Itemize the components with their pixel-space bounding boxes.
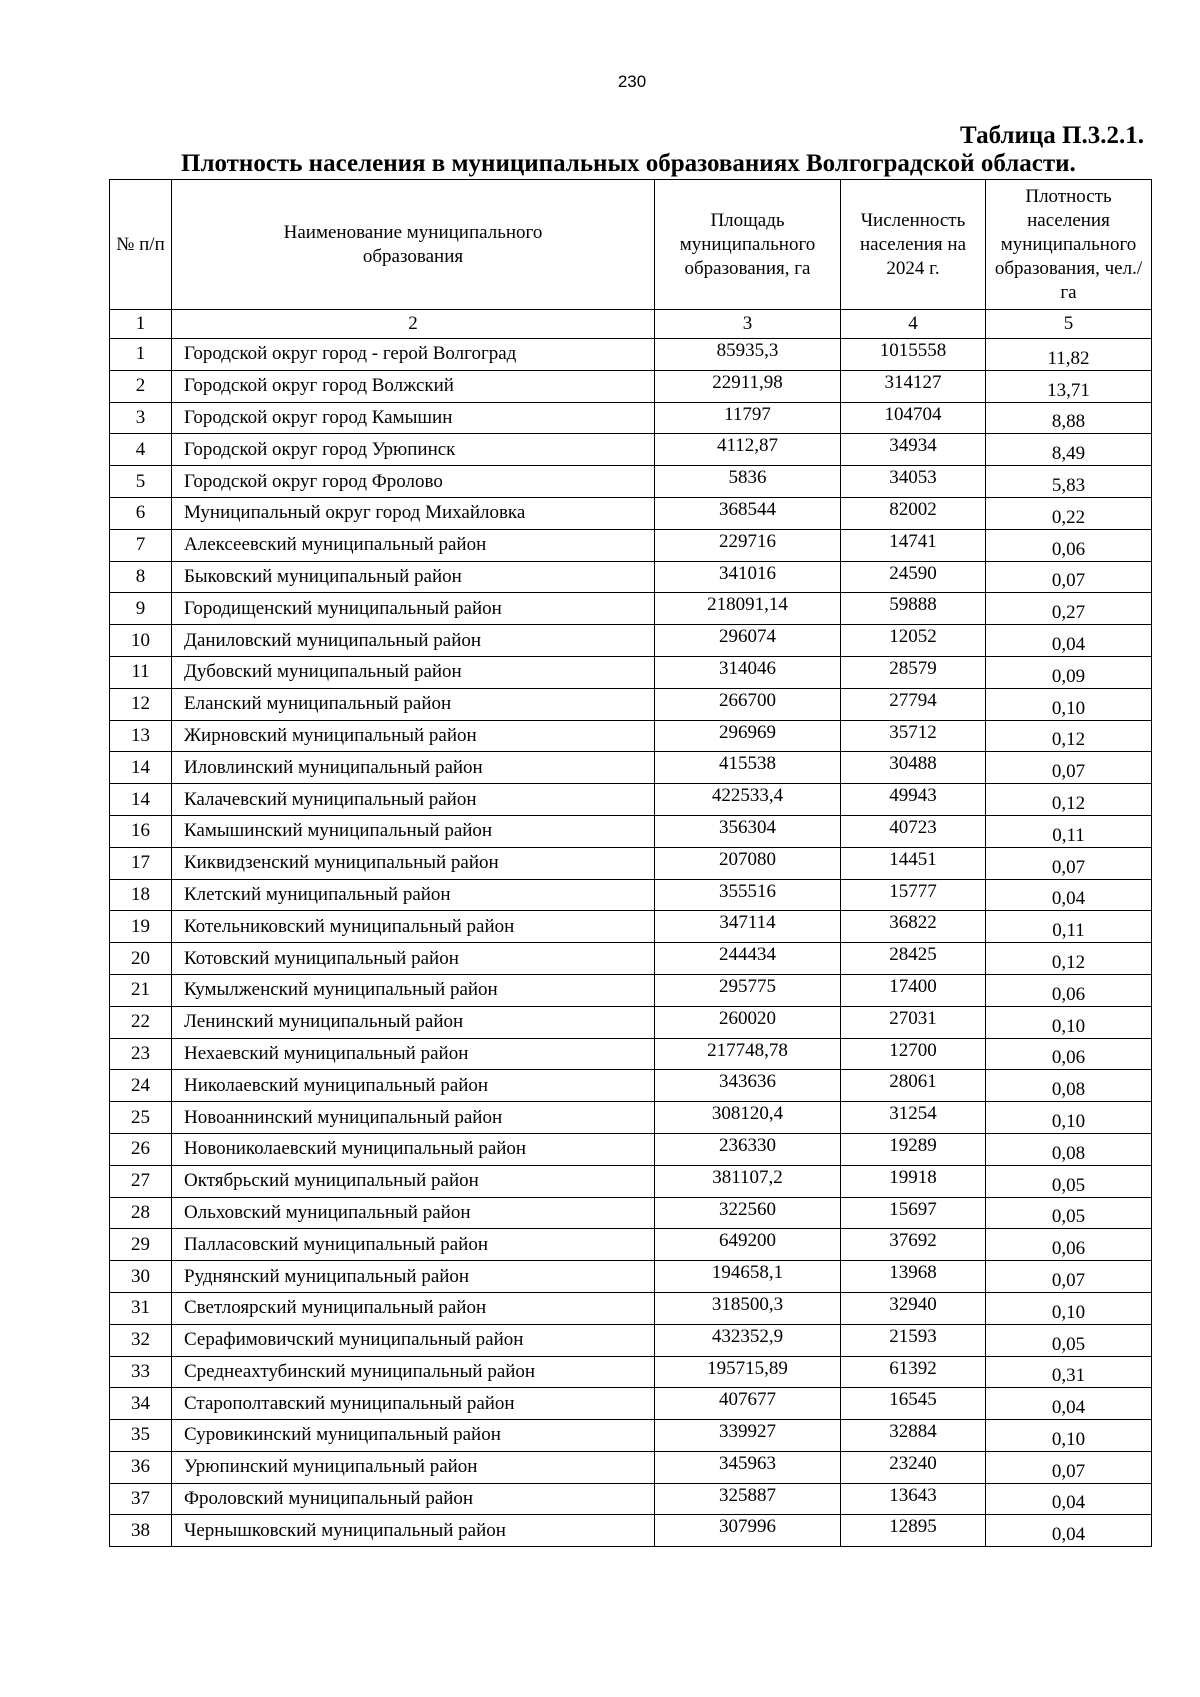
- area-cell: 432352,9: [655, 1324, 841, 1356]
- density-cell: 0,06: [986, 1038, 1152, 1070]
- table-row: [110, 784, 1152, 816]
- column-number: 1: [110, 310, 172, 339]
- row-number-cell: 36: [110, 1451, 172, 1483]
- population-cell: 14451: [841, 847, 986, 879]
- density-cell: 0,06: [986, 974, 1152, 1006]
- row-number-cell: 24: [110, 1070, 172, 1102]
- row-number-cell: 21: [110, 974, 172, 1006]
- density-cell: 0,07: [986, 1451, 1152, 1483]
- row-number-cell: 34: [110, 1388, 172, 1420]
- density-cell: 0,12: [986, 784, 1152, 816]
- density-cell: 0,22: [986, 497, 1152, 529]
- area-cell: 11797: [655, 402, 841, 434]
- area-cell: 295775: [655, 974, 841, 1006]
- row-number-cell: 13: [110, 720, 172, 752]
- header-area: Площадь муниципального образования, га: [655, 180, 841, 310]
- municipality-name-cell: Новониколаевский муниципальный район: [172, 1133, 655, 1165]
- area-cell: 407677: [655, 1388, 841, 1420]
- population-cell: 13643: [841, 1483, 986, 1515]
- table-row: [110, 1515, 1152, 1547]
- municipality-name-cell: Нехаевский муниципальный район: [172, 1038, 655, 1070]
- row-number-cell: 27: [110, 1165, 172, 1197]
- table-row: [110, 370, 1152, 402]
- population-cell: 32940: [841, 1292, 986, 1324]
- area-cell: 260020: [655, 1006, 841, 1038]
- row-number-cell: 5: [110, 466, 172, 498]
- population-cell: 21593: [841, 1324, 986, 1356]
- population-cell: 34934: [841, 434, 986, 466]
- area-cell: 244434: [655, 943, 841, 975]
- row-number-cell: 20: [110, 943, 172, 975]
- area-cell: 296969: [655, 720, 841, 752]
- area-cell: 355516: [655, 879, 841, 911]
- column-number: 4: [841, 310, 986, 339]
- density-cell: 0,10: [986, 1420, 1152, 1452]
- table-row: [110, 911, 1152, 943]
- municipality-name-cell: Октябрьский муниципальный район: [172, 1165, 655, 1197]
- area-cell: 85935,3: [655, 339, 841, 371]
- header-num: № п/п: [110, 180, 172, 310]
- municipality-name-cell: Палласовский муниципальный район: [172, 1229, 655, 1261]
- municipality-name-cell: Даниловский муниципальный район: [172, 625, 655, 657]
- area-cell: 341016: [655, 561, 841, 593]
- density-cell: 0,07: [986, 752, 1152, 784]
- population-cell: 104704: [841, 402, 986, 434]
- population-cell: 49943: [841, 784, 986, 816]
- area-cell: 422533,4: [655, 784, 841, 816]
- table-row: [110, 1038, 1152, 1070]
- population-cell: 23240: [841, 1451, 986, 1483]
- density-cell: 0,04: [986, 879, 1152, 911]
- table-row: [110, 1006, 1152, 1038]
- density-cell: 0,04: [986, 1515, 1152, 1547]
- area-cell: 4112,87: [655, 434, 841, 466]
- density-cell: 0,04: [986, 1388, 1152, 1420]
- area-cell: 347114: [655, 911, 841, 943]
- population-cell: 19289: [841, 1133, 986, 1165]
- table-row: [110, 339, 1152, 371]
- table-row: [110, 466, 1152, 498]
- row-number-cell: 30: [110, 1261, 172, 1293]
- table-row: [110, 688, 1152, 720]
- row-number-cell: 23: [110, 1038, 172, 1070]
- density-cell: 5,83: [986, 466, 1152, 498]
- municipality-name-cell: Муниципальный округ город Михайловка: [172, 497, 655, 529]
- population-cell: 17400: [841, 974, 986, 1006]
- table-row: [110, 529, 1152, 561]
- density-table: [109, 179, 1152, 1547]
- table-label: Таблица П.3.2.1.: [960, 122, 1144, 149]
- column-number: 3: [655, 310, 841, 339]
- row-number-cell: 14: [110, 784, 172, 816]
- population-cell: 31254: [841, 1102, 986, 1134]
- municipality-name-cell: Новоаннинский муниципальный район: [172, 1102, 655, 1134]
- area-cell: 236330: [655, 1133, 841, 1165]
- row-number-cell: 29: [110, 1229, 172, 1261]
- area-cell: 339927: [655, 1420, 841, 1452]
- row-number-cell: 19: [110, 911, 172, 943]
- density-cell: 0,04: [986, 1483, 1152, 1515]
- density-cell: 0,07: [986, 847, 1152, 879]
- population-cell: 314127: [841, 370, 986, 402]
- density-cell: 0,12: [986, 720, 1152, 752]
- area-cell: 368544: [655, 497, 841, 529]
- density-cell: 0,05: [986, 1165, 1152, 1197]
- population-cell: 28061: [841, 1070, 986, 1102]
- population-cell: 24590: [841, 561, 986, 593]
- area-cell: 218091,14: [655, 593, 841, 625]
- density-cell: 0,07: [986, 1261, 1152, 1293]
- density-cell: 0,31: [986, 1356, 1152, 1388]
- population-cell: 40723: [841, 815, 986, 847]
- municipality-name-cell: Урюпинский муниципальный район: [172, 1451, 655, 1483]
- municipality-name-cell: Среднеахтубинский муниципальный район: [172, 1356, 655, 1388]
- area-cell: 356304: [655, 815, 841, 847]
- density-cell: 0,10: [986, 1006, 1152, 1038]
- population-cell: 32884: [841, 1420, 986, 1452]
- header-row: [110, 180, 1152, 310]
- municipality-name-cell: Руднянский муниципальный район: [172, 1261, 655, 1293]
- population-cell: 12700: [841, 1038, 986, 1070]
- density-cell: 0,11: [986, 911, 1152, 943]
- table-row: [110, 879, 1152, 911]
- population-cell: 27794: [841, 688, 986, 720]
- table-row: [110, 720, 1152, 752]
- row-number-cell: 22: [110, 1006, 172, 1038]
- area-cell: 307996: [655, 1515, 841, 1547]
- table-row: [110, 1420, 1152, 1452]
- municipality-name-cell: Городской округ город - герой Волгоград: [172, 339, 655, 371]
- header-name: Наименование муниципального образования: [172, 180, 655, 310]
- row-number-cell: 33: [110, 1356, 172, 1388]
- table-row: [110, 1324, 1152, 1356]
- population-cell: 59888: [841, 593, 986, 625]
- area-cell: 5836: [655, 466, 841, 498]
- area-cell: 345963: [655, 1451, 841, 1483]
- row-number-cell: 12: [110, 688, 172, 720]
- header-density: Плотность населения муниципального образования, чел./га: [986, 180, 1152, 310]
- municipality-name-cell: Городской округ город Фролово: [172, 466, 655, 498]
- area-cell: 229716: [655, 529, 841, 561]
- density-cell: 0,05: [986, 1197, 1152, 1229]
- row-number-cell: 10: [110, 625, 172, 657]
- population-cell: 1015558: [841, 339, 986, 371]
- municipality-name-cell: Камышинский муниципальный район: [172, 815, 655, 847]
- population-cell: 19918: [841, 1165, 986, 1197]
- municipality-name-cell: Иловлинский муниципальный район: [172, 752, 655, 784]
- area-cell: 308120,4: [655, 1102, 841, 1134]
- table-row: [110, 625, 1152, 657]
- population-cell: 28425: [841, 943, 986, 975]
- density-cell: 0,05: [986, 1324, 1152, 1356]
- population-cell: 28579: [841, 656, 986, 688]
- table-row: [110, 1451, 1152, 1483]
- municipality-name-cell: Николаевский муниципальный район: [172, 1070, 655, 1102]
- municipality-name-cell: Ольховский муниципальный район: [172, 1197, 655, 1229]
- population-cell: 34053: [841, 466, 986, 498]
- table-row: [110, 1483, 1152, 1515]
- area-cell: 322560: [655, 1197, 841, 1229]
- area-cell: 296074: [655, 625, 841, 657]
- population-cell: 12895: [841, 1515, 986, 1547]
- municipality-name-cell: Серафимовичский муниципальный район: [172, 1324, 655, 1356]
- municipality-name-cell: Котельниковский муниципальный район: [172, 911, 655, 943]
- municipality-name-cell: Городищенский муниципальный район: [172, 593, 655, 625]
- row-number-cell: 6: [110, 497, 172, 529]
- municipality-name-cell: Жирновский муниципальный район: [172, 720, 655, 752]
- row-number-cell: 38: [110, 1515, 172, 1547]
- municipality-name-cell: Городской округ город Урюпинск: [172, 434, 655, 466]
- municipality-name-cell: Кумылженский муниципальный район: [172, 974, 655, 1006]
- density-cell: 0,27: [986, 593, 1152, 625]
- population-cell: 35712: [841, 720, 986, 752]
- municipality-name-cell: Городской округ город Волжский: [172, 370, 655, 402]
- area-cell: 207080: [655, 847, 841, 879]
- density-cell: 0,08: [986, 1070, 1152, 1102]
- table-row: [110, 1102, 1152, 1134]
- table-row: [110, 1133, 1152, 1165]
- table-row: [110, 1070, 1152, 1102]
- row-number-cell: 28: [110, 1197, 172, 1229]
- density-cell: 8,49: [986, 434, 1152, 466]
- table-row: [110, 1197, 1152, 1229]
- density-cell: 0,10: [986, 1102, 1152, 1134]
- row-number-cell: 7: [110, 529, 172, 561]
- density-cell: 0,09: [986, 656, 1152, 688]
- area-cell: 194658,1: [655, 1261, 841, 1293]
- area-cell: 318500,3: [655, 1292, 841, 1324]
- municipality-name-cell: Калачевский муниципальный район: [172, 784, 655, 816]
- table-row: [110, 943, 1152, 975]
- municipality-name-cell: Клетский муниципальный район: [172, 879, 655, 911]
- population-cell: 15697: [841, 1197, 986, 1229]
- density-cell: 11,82: [986, 339, 1152, 371]
- population-cell: 61392: [841, 1356, 986, 1388]
- municipality-name-cell: Суровикинский муниципальный район: [172, 1420, 655, 1452]
- table-row: [110, 1165, 1152, 1197]
- row-number-cell: 9: [110, 593, 172, 625]
- table-row: [110, 1229, 1152, 1261]
- density-cell: 13,71: [986, 370, 1152, 402]
- column-number: 5: [986, 310, 1152, 339]
- row-number-cell: 32: [110, 1324, 172, 1356]
- density-cell: 0,08: [986, 1133, 1152, 1165]
- population-cell: 27031: [841, 1006, 986, 1038]
- population-cell: 15777: [841, 879, 986, 911]
- municipality-name-cell: Фроловский муниципальный район: [172, 1483, 655, 1515]
- density-cell: 0,06: [986, 1229, 1152, 1261]
- row-number-cell: 35: [110, 1420, 172, 1452]
- population-cell: 13968: [841, 1261, 986, 1293]
- row-number-cell: 37: [110, 1483, 172, 1515]
- area-cell: 266700: [655, 688, 841, 720]
- municipality-name-cell: Светлоярский муниципальный район: [172, 1292, 655, 1324]
- row-number-cell: 17: [110, 847, 172, 879]
- municipality-name-cell: Киквидзенский муниципальный район: [172, 847, 655, 879]
- table-row: [110, 752, 1152, 784]
- table-row: [110, 561, 1152, 593]
- municipality-name-cell: Старополтавский муниципальный район: [172, 1388, 655, 1420]
- density-cell: 0,10: [986, 688, 1152, 720]
- population-cell: 12052: [841, 625, 986, 657]
- density-cell: 8,88: [986, 402, 1152, 434]
- table-row: [110, 1388, 1152, 1420]
- area-cell: 415538: [655, 752, 841, 784]
- row-number-cell: 1: [110, 339, 172, 371]
- density-cell: 0,06: [986, 529, 1152, 561]
- table-row: [110, 1356, 1152, 1388]
- table-row: [110, 974, 1152, 1006]
- row-number-cell: 25: [110, 1102, 172, 1134]
- area-cell: 217748,78: [655, 1038, 841, 1070]
- municipality-name-cell: Ленинский муниципальный район: [172, 1006, 655, 1038]
- table-row: [110, 497, 1152, 529]
- column-number-row: [110, 310, 1152, 339]
- municipality-name-cell: Чернышковский муниципальный район: [172, 1515, 655, 1547]
- table-row: [110, 1292, 1152, 1324]
- row-number-cell: 16: [110, 815, 172, 847]
- table-row: [110, 847, 1152, 879]
- population-cell: 30488: [841, 752, 986, 784]
- population-cell: 14741: [841, 529, 986, 561]
- header-population: Численность населения на 2024 г.: [841, 180, 986, 310]
- area-cell: 649200: [655, 1229, 841, 1261]
- density-cell: 0,10: [986, 1292, 1152, 1324]
- density-cell: 0,04: [986, 625, 1152, 657]
- population-cell: 37692: [841, 1229, 986, 1261]
- row-number-cell: 31: [110, 1292, 172, 1324]
- municipality-name-cell: Дубовский муниципальный район: [172, 656, 655, 688]
- table-title: Плотность населения в муниципальных образованиях Волгоградской области.: [181, 150, 1076, 177]
- density-cell: 0,12: [986, 943, 1152, 975]
- area-cell: 325887: [655, 1483, 841, 1515]
- area-cell: 381107,2: [655, 1165, 841, 1197]
- area-cell: 195715,89: [655, 1356, 841, 1388]
- column-number: 2: [172, 310, 655, 339]
- municipality-name-cell: Котовский муниципальный район: [172, 943, 655, 975]
- population-cell: 82002: [841, 497, 986, 529]
- density-cell: 0,11: [986, 815, 1152, 847]
- area-cell: 22911,98: [655, 370, 841, 402]
- municipality-name-cell: Быковский муниципальный район: [172, 561, 655, 593]
- row-number-cell: 3: [110, 402, 172, 434]
- table-row: [110, 402, 1152, 434]
- row-number-cell: 4: [110, 434, 172, 466]
- municipality-name-cell: Городской округ город Камышин: [172, 402, 655, 434]
- row-number-cell: 8: [110, 561, 172, 593]
- area-cell: 314046: [655, 656, 841, 688]
- population-cell: 36822: [841, 911, 986, 943]
- table-body: [110, 339, 1152, 1547]
- row-number-cell: 2: [110, 370, 172, 402]
- table-row: [110, 815, 1152, 847]
- density-cell: 0,07: [986, 561, 1152, 593]
- municipality-name-cell: Еланский муниципальный район: [172, 688, 655, 720]
- row-number-cell: 26: [110, 1133, 172, 1165]
- row-number-cell: 14: [110, 752, 172, 784]
- table-row: [110, 1261, 1152, 1293]
- row-number-cell: 11: [110, 656, 172, 688]
- table-row: [110, 593, 1152, 625]
- row-number-cell: 18: [110, 879, 172, 911]
- table-row: [110, 656, 1152, 688]
- area-cell: 343636: [655, 1070, 841, 1102]
- table-row: [110, 434, 1152, 466]
- municipality-name-cell: Алексеевский муниципальный район: [172, 529, 655, 561]
- population-cell: 16545: [841, 1388, 986, 1420]
- page-number: 230: [617, 72, 647, 91]
